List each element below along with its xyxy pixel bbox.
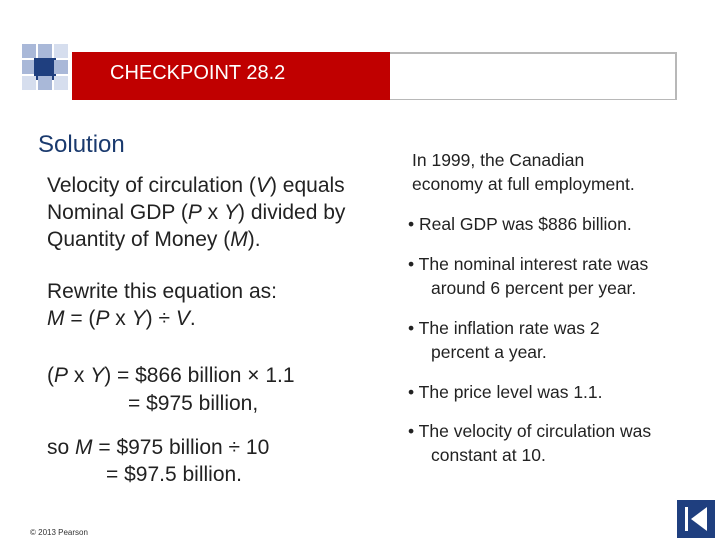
bullet-real-gdp: • Real GDP was $886 billion. <box>408 214 632 234</box>
back-to-start-icon <box>685 507 688 531</box>
bullet-velocity-2: constant at 10. <box>431 445 546 465</box>
slide-title: CHECKPOINT 28.2 <box>110 62 286 84</box>
rewrite-text: Rewrite this equation as: <box>47 280 277 303</box>
intro-line-2: economy at full employment. <box>412 174 635 194</box>
squares-logo-icon <box>22 44 72 94</box>
money-line-2: = $97.5 billion. <box>106 463 243 486</box>
bullet-inflation-2: percent a year. <box>431 342 547 362</box>
money-line-1: so M = $975 billion ÷ 10 <box>47 436 270 459</box>
calculation-line-1: (P x Y) = $866 billion × 1.1 <box>47 364 295 387</box>
solution-heading: Solution <box>38 131 125 158</box>
header-rule-end <box>675 52 677 100</box>
bullet-interest-rate-2: around 6 percent per year. <box>431 278 637 298</box>
header-rule <box>390 52 677 100</box>
bullet-interest-rate-1: • The nominal interest rate was <box>408 254 649 274</box>
definition-line-3: Quantity of Money (M). <box>47 228 261 251</box>
definition-line-1: Velocity of circulation (V) equals <box>47 174 345 197</box>
back-arrow-icon <box>691 507 707 531</box>
definition-line-2: Nominal GDP (P x Y) divided by <box>47 201 346 224</box>
bullet-velocity-1: • The velocity of circulation was <box>408 421 652 441</box>
calculation-line-2: = $975 billion, <box>128 392 259 415</box>
back-to-start-button[interactable] <box>677 500 715 538</box>
bullet-price-level: • The price level was 1.1. <box>408 382 603 402</box>
equation-rewrite: M = (P x Y) ÷ V. <box>47 307 196 330</box>
bullet-inflation-1: • The inflation rate was 2 <box>408 318 600 338</box>
intro-line-1: In 1999, the Canadian <box>412 150 585 170</box>
copyright-notice: © 2013 Pearson <box>30 528 88 537</box>
